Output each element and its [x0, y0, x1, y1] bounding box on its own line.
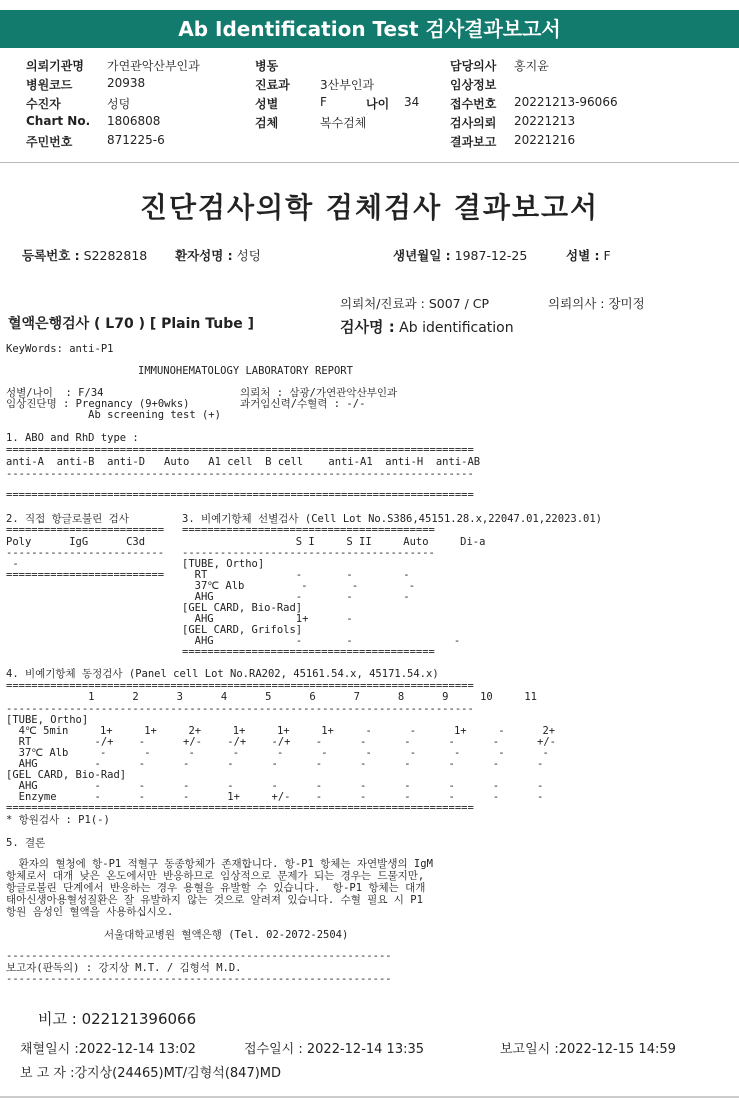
screen-row: AHG - - -	[182, 591, 410, 603]
department-field: 진료과 3산부인과	[255, 78, 375, 92]
screen-row: AHG - - -	[182, 635, 461, 647]
requesting-doctor: 의뢰의사 : 장미정	[548, 296, 645, 311]
rule: --------------------------------------------------------------------------	[6, 468, 474, 480]
rule: ----------------------------------------	[182, 547, 435, 559]
panel-row: [GEL CARD, Bio-Rad]	[6, 769, 127, 781]
test-name: 검사명 : Ab identification	[340, 318, 514, 336]
institution-line: 의뢰처 : 삼광/가연관악산부인과	[240, 387, 398, 399]
diagnosis-line-2: Ab screening test (+)	[6, 409, 221, 421]
ward-field: 병동	[255, 59, 279, 73]
panel-row: AHG - - - - - - - - - - -	[6, 780, 544, 792]
hospital-code-field: 병원코드 20938	[26, 76, 146, 92]
rule: --------------------------------------------------------------------------	[6, 703, 474, 715]
panel-row: 37℃ Alb - - - - - - - - - - -	[6, 747, 549, 759]
age-field: 나이 34	[366, 95, 420, 111]
receipt-no-field: 접수번호 20221213-96066	[450, 95, 618, 111]
collection-time: 채혈일시 :2022-12-14 13:02	[20, 1042, 196, 1057]
panel-row: Enzyme - - - 1+ +/- - - - - - -	[6, 791, 544, 803]
requesting-dept: 의뢰처/진료과 : S007 / CP	[340, 296, 490, 311]
double-rule: ==========================================================================	[6, 489, 474, 501]
date-of-birth: 생년월일 : 1987-12-25	[393, 248, 528, 263]
sex-field: 성별 F	[255, 95, 327, 111]
result-line: 태아신생아용혈성질환은 잘 유발하지 않는 것으로 알려져 있습니다. 수혈 필요 시 P1	[6, 894, 423, 906]
note-field: 비고 : 022121396066	[38, 1010, 197, 1028]
section-title: 혈액은행검사 ( L70 ) [ Plain Tube ]	[8, 316, 255, 332]
result-line: 환자의 혈청에 항-P1 적혈구 동종항체가 존재합니다. 항-P1 항체는 자연발생의 IgM	[6, 858, 433, 870]
screen-row: 37℃ Alb - - -	[182, 580, 416, 592]
keywords: KeyWords: anti-P1	[6, 343, 114, 355]
screen-row: AHG 1+ -	[182, 613, 353, 625]
request-date-field: 검사의뢰 20221213	[450, 114, 576, 130]
panel-row: 4℃ 5min 1+ 1+ 2+ 1+ 1+ 1+ - - 1+ - 2+	[6, 725, 556, 737]
divider	[0, 162, 739, 163]
screen-header: S I S II Auto Di-a	[182, 536, 486, 548]
dat-value: -	[6, 558, 19, 570]
screen-title: 3. 비예기항체 선별검사 (Cell Lot No.S386,45151.28.x,22047.01,22023.01)	[182, 513, 603, 525]
antigen-test: * 항원검사 : P1(-)	[6, 814, 110, 826]
double-rule: ========================================	[182, 646, 435, 658]
patient-field: 수진자 성덩	[26, 97, 131, 111]
rule: -------------------------------------------------------------	[6, 973, 392, 985]
blood-bank-contact: 서울대학교병원 혈액은행 (Tel. 02-2072-2504)	[104, 929, 349, 941]
report-time: 보고일시 :2022-12-15 14:59	[500, 1042, 676, 1057]
report-date-field: 결과보고 20221216	[450, 133, 576, 149]
double-rule: =========================	[6, 524, 165, 536]
abo-title: 1. ABO and RhD type :	[6, 432, 139, 444]
result-title: 5. 결론	[6, 837, 46, 849]
result-line: 항글로불린 단계에서 반응하는 경우 용혈을 유발할 수 있습니다. 항-P1 항체는 대개	[6, 882, 426, 894]
bottom-divider	[0, 1096, 739, 1098]
screen-row: [GEL CARD, Grifols]	[182, 624, 303, 636]
double-rule: ========================================	[182, 524, 435, 536]
patient-sex: 성별 : F	[566, 248, 611, 263]
chart-no-field: Chart No. 1806808	[26, 114, 161, 128]
report-banner-title: Ab Identification Test 검사결과보고서	[0, 10, 739, 48]
screen-row: RT - - -	[182, 569, 410, 581]
diagnosis-line: 임상진단명 : Pregnancy (9+0wks)	[6, 398, 190, 410]
resident-no-field: 주민번호 871225-6	[26, 133, 165, 149]
panel-title: 4. 비예기항체 동정검사 (Panel cell Lot No.RA202, 45161.54.x, 45171.54.x)	[6, 668, 439, 680]
hospital-name-field: 의뢰기관명 가연관악산부인과	[26, 59, 200, 73]
panel-row: [TUBE, Ortho]	[6, 714, 89, 726]
history-line: 과거임신력/수혈력 : -/-	[240, 398, 366, 410]
panel-header: 1 2 3 4 5 6 7 8 9 10 11	[6, 691, 538, 703]
footer-reporter: 보 고 자 :강지상(24465)MT/김형석(847)MD	[20, 1066, 282, 1081]
dat-header: Poly IgG C3d	[6, 536, 146, 548]
specimen-field: 검체 복수검체	[255, 116, 367, 130]
report-title: 진단검사의학 검체검사 결과보고서	[139, 191, 600, 224]
double-rule: ==========================================================================	[6, 680, 474, 692]
dat-title: 2. 직접 항글로불린 검사	[6, 513, 129, 525]
double-rule: ==========================================================================	[6, 444, 474, 456]
rule: -------------------------------------------------------------	[6, 950, 392, 962]
receipt-time: 접수일시 : 2022-12-14 13:35	[244, 1042, 425, 1057]
lab-report-heading: IMMUNOHEMATOLOGY LABORATORY REPORT	[138, 365, 353, 377]
double-rule: ==========================================================================	[6, 802, 474, 814]
clinical-info-field: 임상정보	[450, 78, 497, 92]
screen-row: [GEL CARD, Bio-Rad]	[182, 602, 303, 614]
reporter-line: 보고자(판독의) : 강지상 M.T. / 김형석 M.D.	[6, 962, 242, 974]
abo-header: anti-A anti-B anti-D Auto A1 cell B cell anti-A1 anti-H anti-AB	[6, 456, 481, 468]
double-rule: =========================	[6, 569, 165, 581]
panel-row: RT -/+ - +/- -/+ -/+ - - - - - +/-	[6, 736, 556, 748]
patient-name: 환자성명 : 성덩	[175, 248, 261, 263]
doctor-field: 담당의사 홍지윤	[450, 59, 549, 73]
result-line: 항체로서 대개 낮은 온도에서만 반응하므로 임상적으로 문제가 되는 경우는 드물지만,	[6, 870, 425, 882]
result-line: 항원 음성인 혈액을 사용하십시오.	[6, 906, 174, 918]
rule: -------------------------	[6, 547, 165, 559]
screen-row: [TUBE, Ortho]	[182, 558, 265, 570]
sex-age-line: 성별/나이 : F/34	[6, 387, 104, 399]
registration-no: 등록번호 : S2282818	[22, 248, 148, 263]
panel-row: AHG - - - - - - - - - - -	[6, 758, 544, 770]
